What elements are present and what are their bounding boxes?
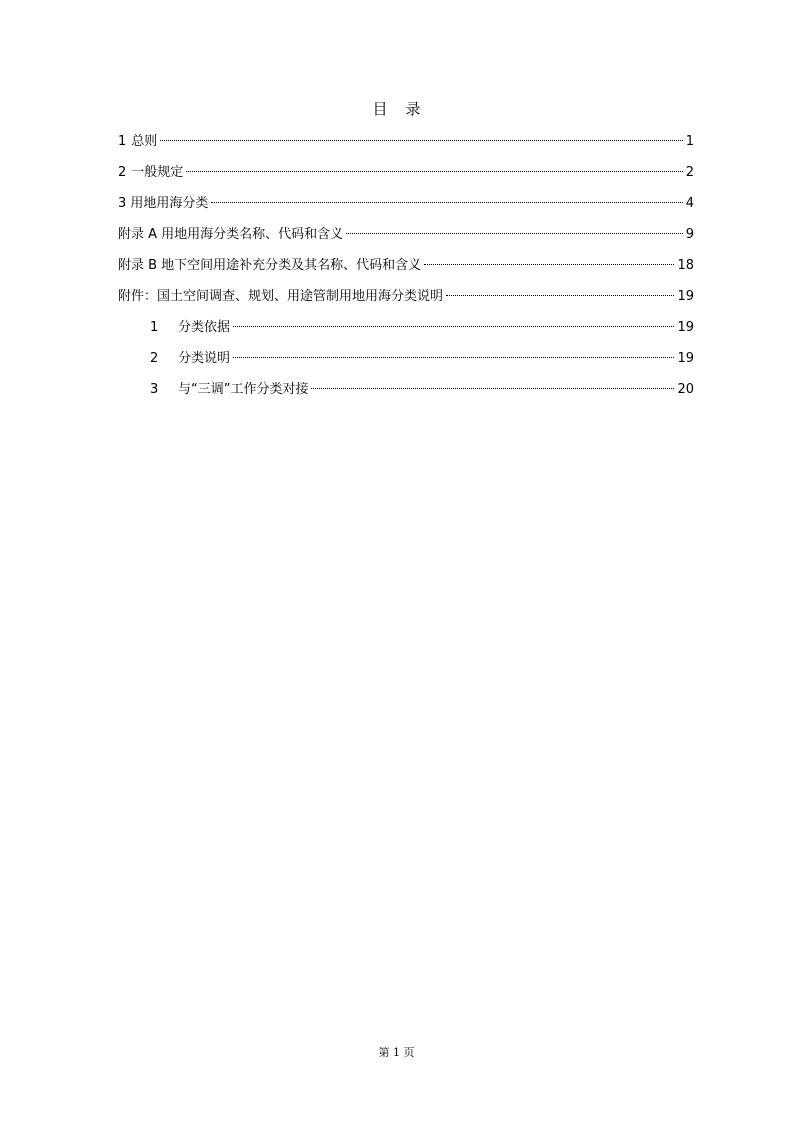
toc-title xyxy=(0,98,793,119)
toc-entry-text: 总则 xyxy=(131,134,158,149)
footer-suffix: 页 xyxy=(403,1046,415,1059)
toc-entry-page: 19 xyxy=(677,289,694,304)
toc-entry-text: 分类依据 xyxy=(178,320,231,335)
toc-entry-page: 19 xyxy=(677,320,694,335)
toc-entry-page: 18 xyxy=(677,258,694,273)
toc-entry-attachment[interactable] xyxy=(118,281,694,312)
toc-subentry-survey-alignment[interactable] xyxy=(118,374,694,405)
toc-leader-dots xyxy=(160,140,682,141)
toc-leader-dots xyxy=(211,202,682,203)
toc-entry-general-provisions[interactable] xyxy=(118,126,694,157)
toc-entry-page: 20 xyxy=(677,382,694,397)
toc-entry-appendix-b[interactable] xyxy=(118,250,694,281)
toc-entry-text: 与“三调”工作分类对接 xyxy=(178,382,309,397)
toc-entry-page: 2 xyxy=(685,165,694,180)
toc-entry-number: 2 xyxy=(150,351,159,366)
toc-entry-number: 1 xyxy=(118,134,127,149)
toc-entry-number: 1 xyxy=(150,320,159,335)
toc-entry-text: 3 用地用海分类 xyxy=(118,196,209,211)
toc-subentry-classification-notes[interactable] xyxy=(118,343,694,374)
toc-entry-general-rules[interactable] xyxy=(118,157,694,188)
toc-leader-dots xyxy=(424,264,674,265)
footer-prefix: 第 xyxy=(378,1046,390,1059)
toc-entry-page: 19 xyxy=(677,351,694,366)
toc-entry-text: 附件：国土空间调查、规划、用途管制用地用海分类说明 xyxy=(118,289,444,304)
page-footer xyxy=(0,1044,793,1060)
toc-entry-page: 9 xyxy=(685,227,694,242)
toc-leader-dots xyxy=(233,326,674,327)
toc-leader-dots xyxy=(446,295,674,296)
toc-entry-text: 附录 A 用地用海分类名称、代码和含义 xyxy=(118,227,344,242)
toc-entry-number: 3 xyxy=(150,382,159,397)
footer-page-number: 1 xyxy=(393,1046,400,1059)
toc-leader-dots xyxy=(233,357,674,358)
toc-entry-text: 附录 B 地下空间用途补充分类及其名称、代码和含义 xyxy=(118,258,422,273)
toc-entry-page: 1 xyxy=(685,134,694,149)
toc-entry-appendix-a[interactable] xyxy=(118,219,694,250)
toc-entry-text: 一般规定 xyxy=(131,165,184,180)
toc-list xyxy=(118,126,694,405)
toc-leader-dots xyxy=(346,233,683,234)
toc-entry-land-sea-classification[interactable] xyxy=(118,188,694,219)
toc-title-char-2: 录 xyxy=(405,100,421,118)
toc-leader-dots xyxy=(311,388,674,389)
toc-entry-page: 4 xyxy=(685,196,694,211)
toc-subentry-classification-basis[interactable] xyxy=(118,312,694,343)
toc-title-char-1: 目 xyxy=(372,100,388,118)
toc-entry-number: 2 xyxy=(118,165,127,180)
toc-leader-dots xyxy=(186,171,682,172)
toc-entry-text: 分类说明 xyxy=(178,351,231,366)
